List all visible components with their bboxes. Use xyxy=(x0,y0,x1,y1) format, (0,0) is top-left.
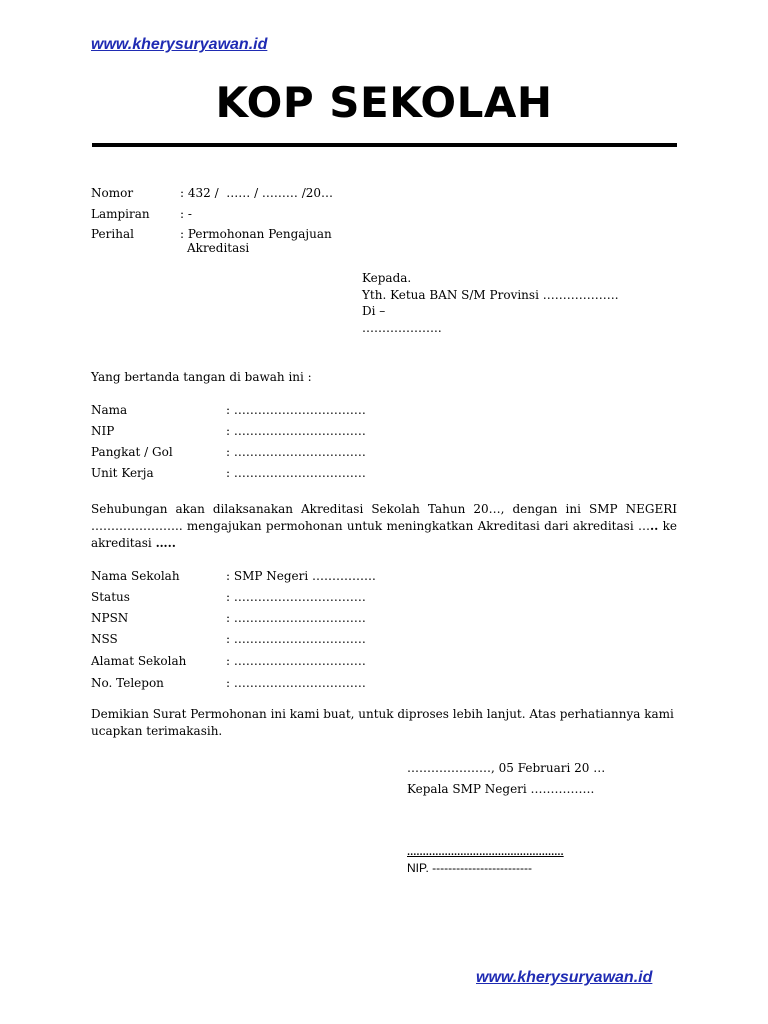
field-label-nip: NIP xyxy=(91,424,115,438)
field-label-unit-kerja: Unit Kerja xyxy=(91,466,154,480)
school-value-npsn: : …………………………… xyxy=(226,611,366,625)
school-value-nss: : …………………………… xyxy=(226,632,366,646)
letterhead-title: KOP SEKOLAH xyxy=(215,78,553,127)
closing-paragraph: Demikian Surat Permohonan ini kami buat, untuk diproses lebih lanjut. Atas perhatiannya kami ucapkan terimakasih. xyxy=(91,707,674,738)
recipient-line-3: Di – xyxy=(362,304,386,318)
meta-value-nomor: : 432 / …… / ……… /20… xyxy=(180,186,334,200)
school-label-status: Status xyxy=(91,590,130,604)
meta-label-lampiran: Lampiran xyxy=(91,207,150,221)
field-value-pangkat: : …………………………… xyxy=(226,445,366,459)
signature-place-date: …………………, 05 Februari 20 … xyxy=(407,761,606,775)
meta-value-perihal: : Permohonan Pengajuan xyxy=(180,227,332,241)
body-paragraph xyxy=(91,501,677,552)
field-label-nama: Nama xyxy=(91,403,128,417)
school-label-alamat: Alamat Sekolah xyxy=(91,654,187,668)
website-link-bottom[interactable]: www.kherysuryawan.id xyxy=(476,969,653,986)
school-label-nss: NSS xyxy=(91,632,118,646)
school-value-status: : …………………………… xyxy=(226,590,366,604)
letterhead-divider xyxy=(92,143,677,147)
meta-value-perihal-line2: Akreditasi xyxy=(187,241,250,255)
signature-title: Kepala SMP Negeri ……………. xyxy=(407,782,595,796)
body-paragraph-bold-2: ….. xyxy=(155,536,176,550)
signature-nip: NIP. ------------------------- xyxy=(407,861,533,875)
school-value-nama: : SMP Negeri ……………. xyxy=(226,569,376,583)
body-paragraph-text-2: ke akreditasi xyxy=(91,519,678,550)
meta-label-perihal: Perihal xyxy=(91,227,134,241)
school-label-npsn: NPSN xyxy=(91,611,129,625)
body-paragraph-bold-1: .. xyxy=(649,519,659,533)
field-value-nip: : …………………………… xyxy=(226,424,366,438)
school-label-telepon: No. Telepon xyxy=(91,676,164,690)
meta-value-lampiran: : - xyxy=(180,207,192,221)
field-value-unit-kerja: : …………………………… xyxy=(226,466,366,480)
school-value-telepon: : …………………………… xyxy=(226,676,366,690)
recipient-line-2: Yth. Ketua BAN S/M Provinsi ………………. xyxy=(362,288,619,302)
school-label-nama: Nama Sekolah xyxy=(91,569,180,583)
recipient-line-4: ……………….. xyxy=(362,321,442,335)
intro-text: Yang bertanda tangan di bawah ini : xyxy=(91,370,312,384)
signature-name-line: .................................................. xyxy=(407,848,564,858)
school-value-alamat: : …………………………… xyxy=(226,654,366,668)
field-label-pangkat: Pangkat / Gol xyxy=(91,445,173,459)
website-link-top[interactable]: www.kherysuryawan.id xyxy=(91,36,268,53)
recipient-line-1: Kepada. xyxy=(362,271,412,285)
field-value-nama: : …………………………… xyxy=(226,403,366,417)
meta-label-nomor: Nomor xyxy=(91,186,134,200)
body-paragraph-text: Sehubungan akan dilaksanakan Akreditasi Sekolah Tahun 20…, dengan ini SMP NEGERI ………………….. mengajukan permohonan untuk meningkatkan Akreditasi dari akreditasi … xyxy=(91,502,677,533)
